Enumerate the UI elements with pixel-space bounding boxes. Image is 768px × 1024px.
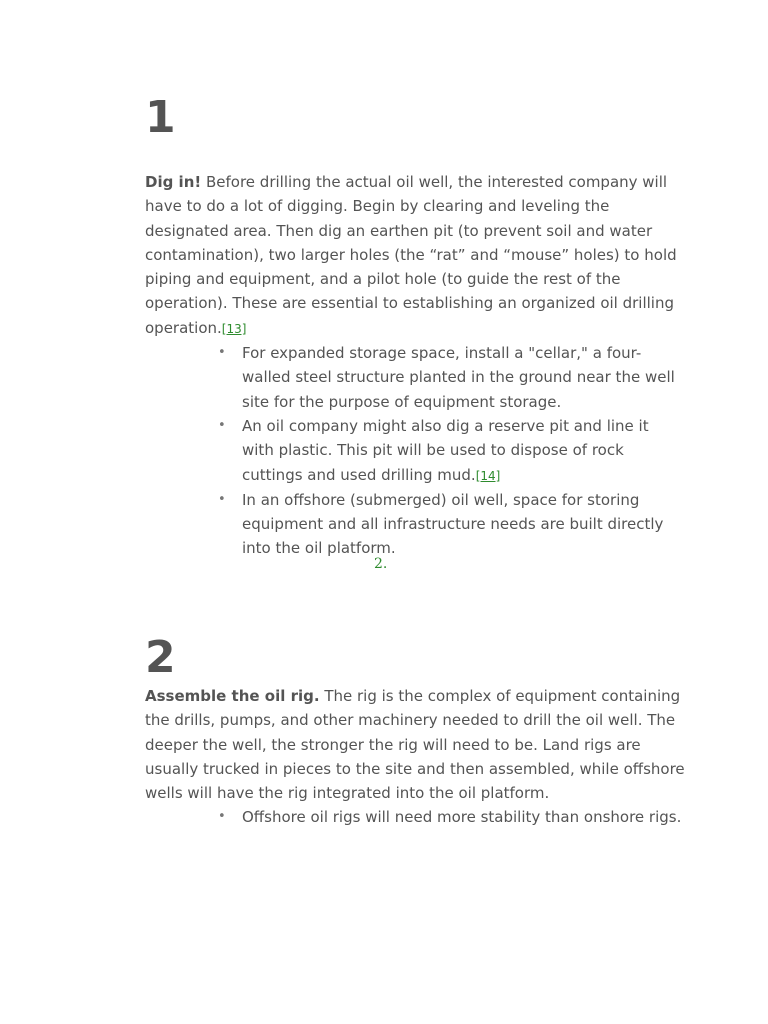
step-lead: Dig in! [145, 173, 202, 191]
sub-step-marker[interactable]: 2. [374, 556, 388, 572]
step-lead: Assemble the oil rig. [145, 687, 320, 705]
list-item [218, 488, 685, 561]
list-item-text: An oil company might also dig a reserve pit and line it with plastic. This pit will be used to dispose of rock cuttings and used drilling mud. [242, 416, 649, 484]
reference-link[interactable]: [14] [475, 468, 501, 483]
step-description [145, 170, 685, 341]
reference-link[interactable]: [13] [221, 321, 247, 336]
step-description [145, 684, 685, 805]
list-item-text: For expanded storage space, install a "cellar," a four-walled steel structure planted in the ground near the well site for the purpose of equipment storage. [242, 344, 675, 411]
list-item [218, 341, 685, 414]
step-2 [145, 632, 685, 830]
list-item [218, 414, 685, 488]
bullet-icon: • [218, 491, 226, 507]
step-body: The rig is the complex of equipment containing the drills, pumps, and other machinery needed to drill the oil well. The deeper the well, the stronger the rig will need to be. Land rigs are usually trucked in pieces to the site and then assembled, while offshore wells will have the rig integrated into the oil platform. [145, 687, 685, 803]
bullet-icon: • [218, 345, 226, 361]
list-item [218, 805, 685, 829]
step-body: Before drilling the actual oil well, the interested company will have to do a lot of digging. Begin by clearing and leveling the designated area. Then dig an earthen pit (to prevent soil and water contamination), two larger holes (the “rat” and “mouse” holes) to hold piping and equipment, and a pilot hole (to guide the rest of the operation). These are essential to establishing an organized oil drilling operation. [145, 173, 677, 337]
step-bullet-list [145, 805, 685, 829]
list-item-text: In an offshore (submerged) oil well, space for storing equipment and all infrastructure needs are built directly into the oil platform. [242, 490, 664, 558]
bullet-icon: • [218, 809, 226, 825]
step-bullet-list [145, 341, 685, 561]
list-item-text: Offshore oil rigs will need more stability than onshore rigs. [242, 808, 682, 827]
step-number: 2 [145, 632, 176, 683]
bullet-icon: • [218, 417, 226, 433]
step-1 [145, 92, 685, 561]
step-number: 1 [145, 92, 176, 143]
